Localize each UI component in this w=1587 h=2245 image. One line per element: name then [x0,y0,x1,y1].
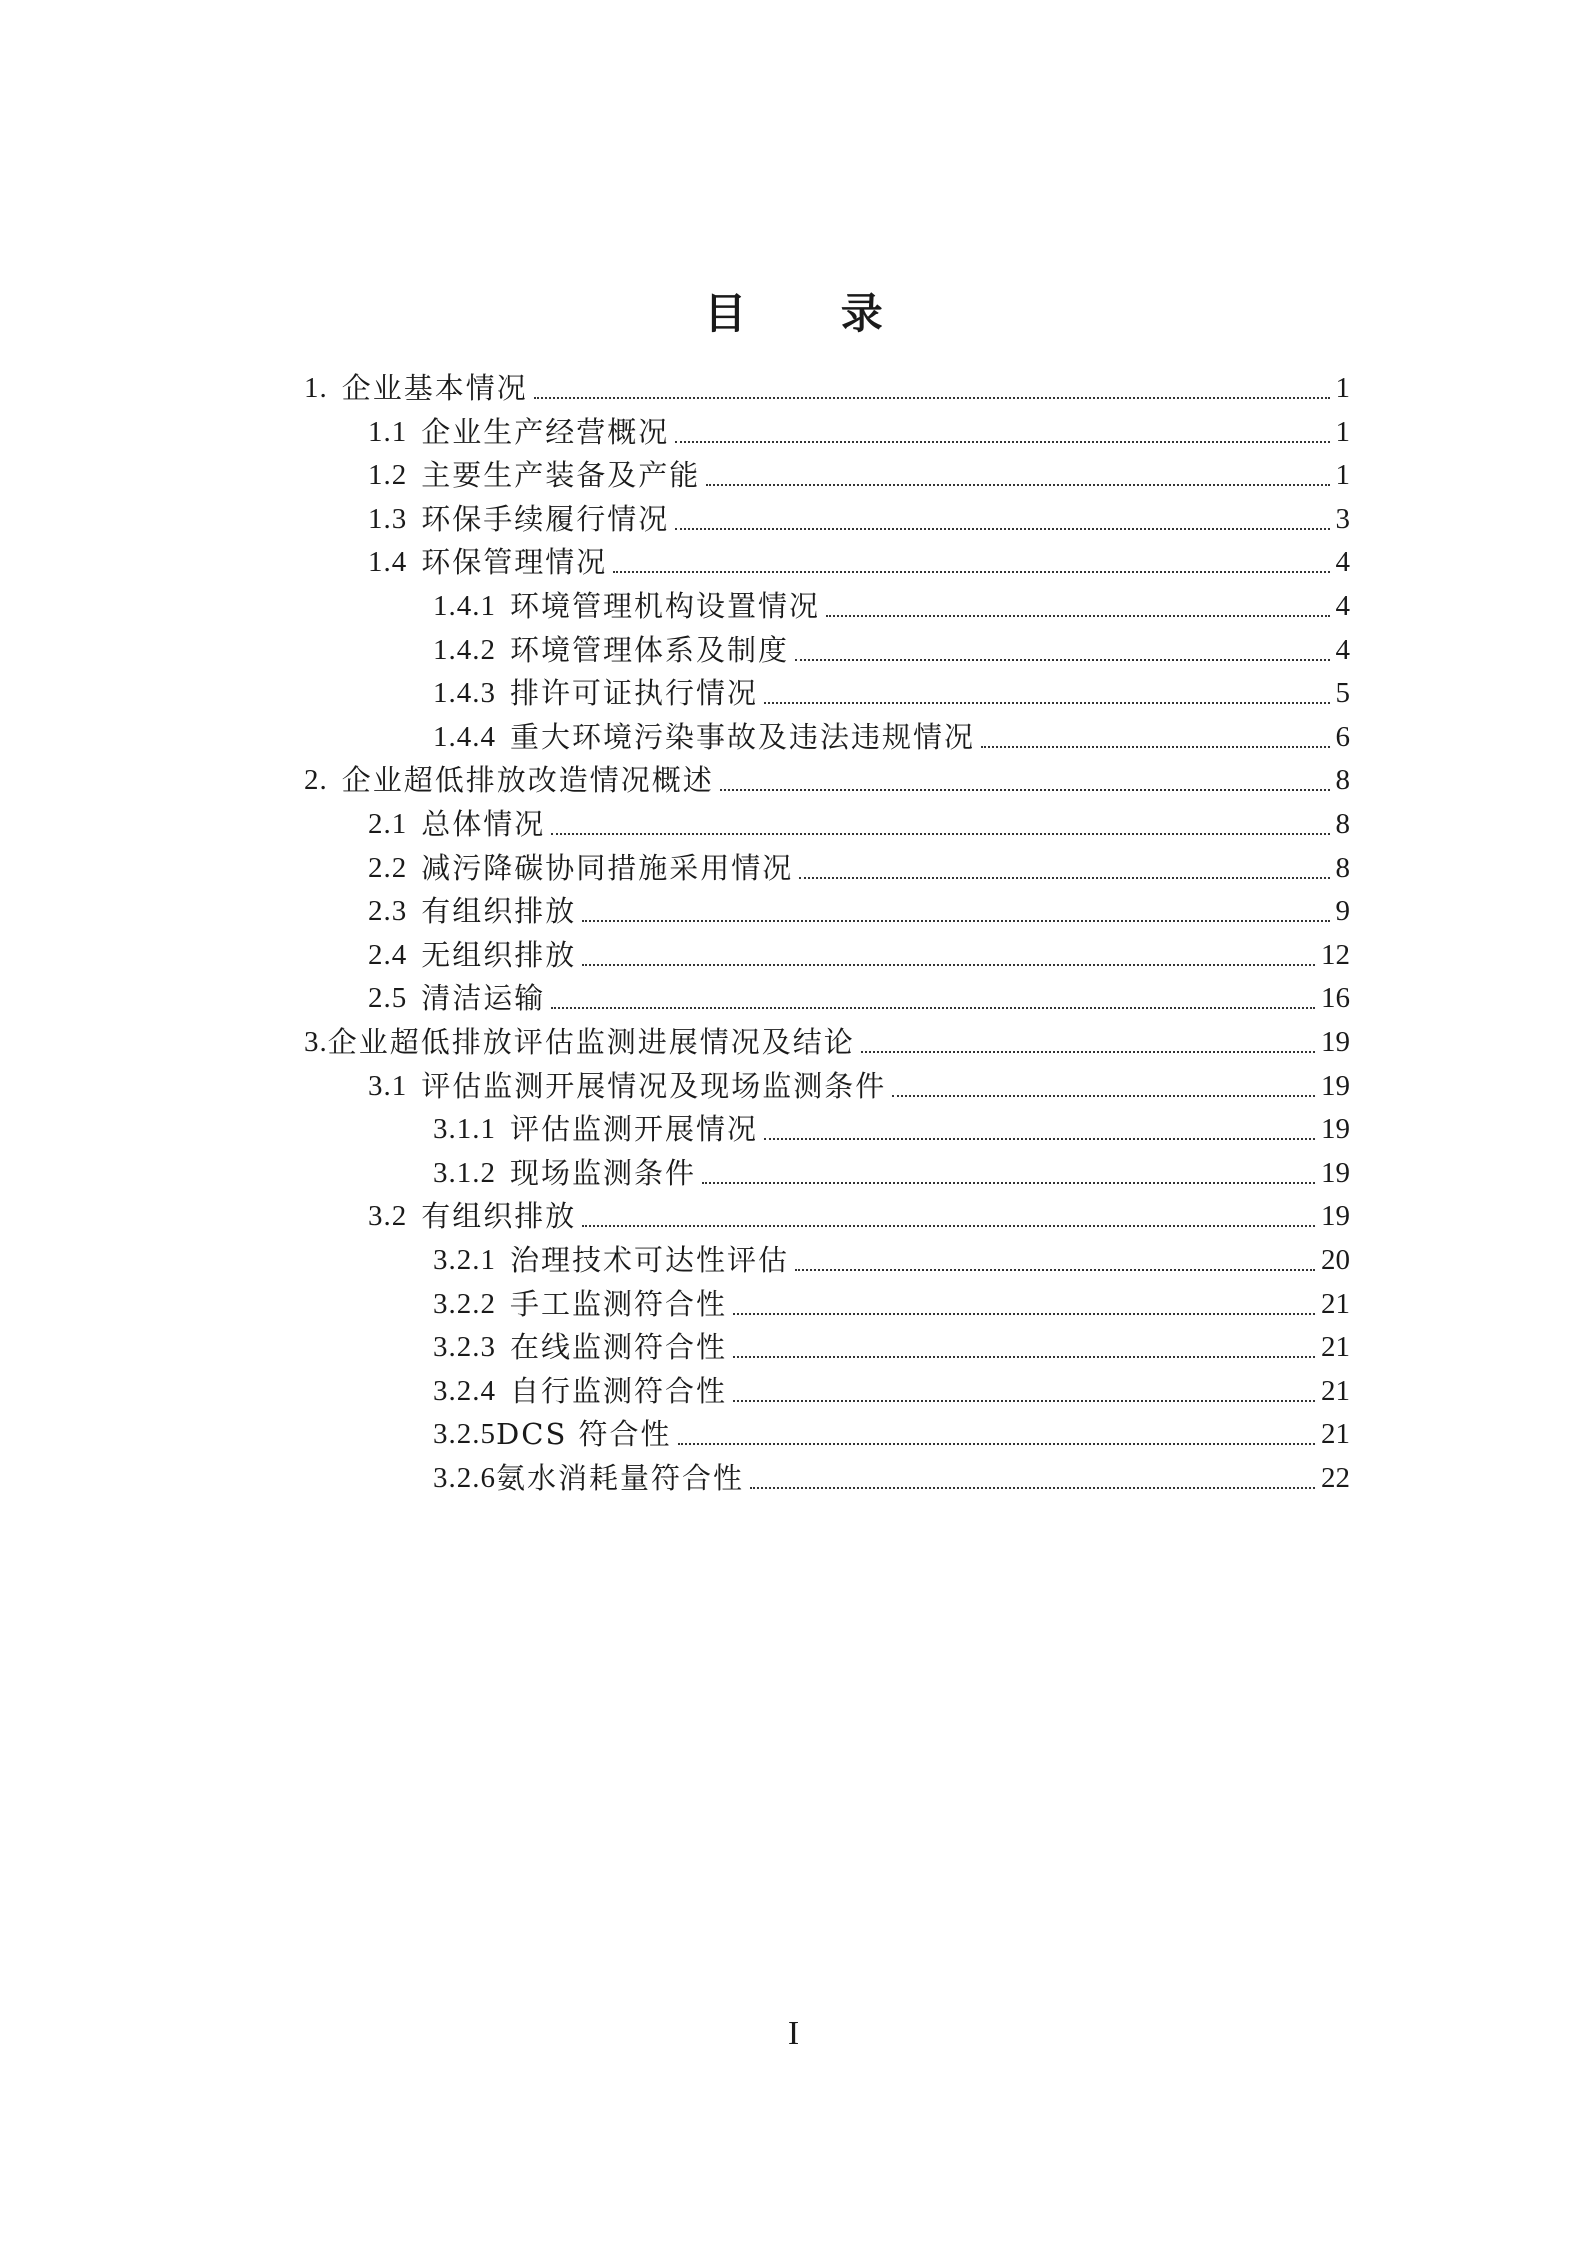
toc-dot-leader [551,832,1329,835]
toc-entry-page: 4 [1335,633,1350,666]
toc-dot-leader [702,1181,1315,1184]
toc-entry-title: 环境管理体系及制度 [510,632,790,667]
toc-entry-page: 21 [1321,1287,1350,1320]
toc-entry-title: 有组织排放 [421,894,577,929]
toc-dot-leader [764,701,1329,704]
toc-entry-page: 6 [1335,720,1350,753]
toc-entry[interactable] [368,491,1350,539]
toc-entry-number: 3. [304,1026,328,1058]
toc-entry[interactable] [433,1232,1350,1280]
toc-entry-number: 2.1 [368,808,408,840]
toc-entry-page: 5 [1335,677,1350,710]
toc-entry-page: 19 [1321,1026,1350,1058]
toc-dot-leader [733,1312,1315,1315]
toc-entry-number: 2.3 [368,895,408,928]
toc-entry-title: 无组织排放 [421,937,577,972]
toc-entry-title: 现场监测条件 [510,1155,697,1190]
toc-entry-title: 企业超低排放评估监测进展情况及结论 [327,1025,855,1059]
toc-entry-number: 1.1 [368,415,408,448]
toc-entry[interactable] [433,1363,1350,1411]
toc-entry[interactable] [368,970,1350,1018]
toc-entry-number: 1. [304,372,328,404]
toc-entry-number: 3.2.4 [433,1374,496,1407]
toc-dot-leader [795,1268,1315,1271]
page-title: 目 录 [704,289,923,338]
toc-dot-leader [799,876,1329,879]
toc-entry[interactable] [304,752,1350,800]
toc-dot-leader [706,483,1329,486]
toc-entry-title: 自行监测符合性 [510,1373,728,1408]
toc-entry-page: 8 [1335,808,1350,840]
toc-dot-leader [675,527,1329,530]
toc-entry-number: 3.2.3 [433,1331,496,1364]
toc-entry-page: 1 [1335,372,1350,404]
toc-entry-page: 4 [1335,546,1350,579]
toc-entry-page: 19 [1321,1156,1350,1189]
toc-entry-page: 8 [1335,851,1350,884]
toc-entry-page: 19 [1321,1113,1350,1146]
toc-dot-leader [892,1094,1315,1097]
toc-entry-number: 2.2 [368,851,408,884]
toc-dot-leader [551,1006,1315,1009]
toc-entry-title: 重大环境污染事故及违法违规情况 [510,719,976,754]
toc-dot-leader [750,1486,1315,1489]
toc-entry-title: 清洁运输 [421,981,546,1016]
toc-dot-leader [733,1355,1315,1358]
toc-entry-title: 在线监测符合性 [510,1330,728,1365]
toc-entry-title: DCS 符合性 [496,1417,672,1452]
toc-entry[interactable] [304,1014,1350,1062]
toc-entry[interactable] [433,1450,1350,1498]
toc-entry-title: 排许可证执行情况 [510,676,759,711]
toc-entry-page: 4 [1335,590,1350,622]
toc-entry-title: 环保管理情况 [421,545,608,580]
toc-entry[interactable] [368,796,1350,844]
toc-entry-number: 3.2.6 [433,1462,496,1494]
toc-entry-page: 8 [1335,764,1350,797]
toc-entry-title: 环境管理机构设置情况 [510,589,821,623]
toc-dot-leader [861,1050,1315,1053]
toc-entry-page: 3 [1335,502,1350,535]
toc-entry-number: 3.2 [368,1200,408,1233]
toc-entry-title: 评估监测开展情况及现场监测条件 [421,1068,887,1103]
toc-entry[interactable] [433,665,1350,713]
toc-entry-page: 1 [1335,459,1350,492]
toc-entry-number: 1.4.1 [433,590,496,622]
toc-entry[interactable] [368,1188,1350,1236]
toc-entry-page: 21 [1321,1331,1350,1364]
toc-entry-title: 企业基本情况 [341,371,528,405]
toc-dot-leader [582,1224,1315,1227]
toc-entry[interactable] [368,883,1350,931]
toc-entry-title: 主要生产装备及产能 [421,458,701,493]
toc-dot-leader [795,658,1329,661]
toc-entry[interactable] [433,1276,1350,1324]
toc-entry[interactable] [433,1406,1350,1454]
toc-entry-number: 2.4 [368,938,408,971]
toc-dot-leader [534,396,1330,399]
toc-entry-title: 企业生产经营概况 [421,414,670,449]
toc-entry-page: 20 [1321,1244,1350,1276]
toc-entry-number: 1.3 [368,502,408,535]
toc-entry-page: 12 [1321,938,1350,971]
toc-entry-number: 3.2.2 [433,1287,496,1320]
toc-dot-leader [613,570,1329,573]
toc-entry-title: 环保手续履行情况 [421,501,670,536]
toc-entry[interactable] [304,360,1350,408]
toc-entry-number: 3.2.5 [433,1418,496,1451]
toc-dot-leader [733,1399,1315,1402]
toc-dot-leader [826,614,1329,617]
toc-entry-page: 1 [1335,415,1350,448]
toc-entry[interactable] [368,404,1350,452]
toc-entry-page: 21 [1321,1374,1350,1407]
toc-entry-number: 2.5 [368,982,408,1015]
toc-entry-number: 1.2 [368,459,408,492]
toc-entry-title: 手工监测符合性 [510,1286,728,1321]
toc-entry-title: 总体情况 [421,807,546,841]
toc-entry[interactable] [433,1101,1350,1149]
toc-entry[interactable] [368,447,1350,495]
toc-entry-title: 有组织排放 [421,1199,577,1234]
toc-entry-number: 1.4.2 [433,633,496,666]
toc-dot-leader [764,1137,1315,1140]
toc-entry-title: 评估监测开展情况 [510,1112,759,1147]
toc-entry[interactable] [368,1058,1350,1106]
toc-entry-number: 3.2.1 [433,1244,496,1276]
toc-entry[interactable] [368,534,1350,582]
toc-entry-number: 1.4.3 [433,677,496,710]
toc-entry-number: 1.4 [368,546,408,579]
toc-entry-page: 16 [1321,982,1350,1015]
toc-entry[interactable] [368,840,1350,888]
toc-entry[interactable] [433,622,1350,670]
toc-entry[interactable] [433,709,1350,757]
toc-entry[interactable] [368,927,1350,975]
toc-dot-leader [675,440,1329,443]
toc-entry-title: 氨水消耗量符合性 [496,1461,745,1495]
toc-entry-page: 21 [1321,1418,1350,1451]
toc-entry-page: 22 [1321,1462,1350,1494]
toc-entry-number: 3.1 [368,1069,408,1102]
toc-dot-leader [981,745,1329,748]
toc-entry-number: 3.1.2 [433,1156,496,1189]
toc-dot-leader [582,963,1315,966]
page-number: I [787,2015,800,2052]
toc-entry-title: 治理技术可达性评估 [510,1243,790,1277]
toc-entry[interactable] [433,578,1350,626]
toc-entry-title: 企业超低排放改造情况概述 [341,763,714,798]
toc-entry-number: 1.4.4 [433,720,496,753]
toc-entry[interactable] [433,1145,1350,1193]
toc-entry-page: 19 [1321,1200,1350,1233]
toc-dot-leader [720,788,1330,791]
toc-entry-number: 3.1.1 [433,1113,496,1146]
toc-entry-page: 9 [1335,895,1350,928]
toc-entry[interactable] [433,1319,1350,1367]
toc-entry-page: 19 [1321,1069,1350,1102]
toc-entry-number: 2. [304,764,328,797]
toc-dot-leader [678,1442,1315,1445]
toc-dot-leader [582,919,1329,922]
toc-entry-title: 减污降碳协同措施采用情况 [421,850,794,885]
